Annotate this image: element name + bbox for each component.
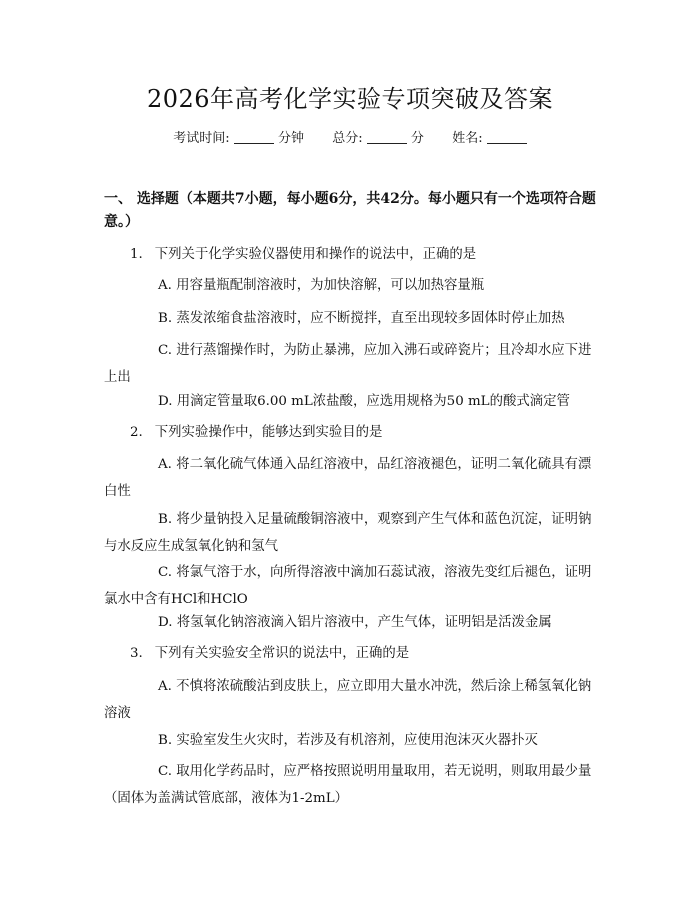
q1-option-a: A. 用容量瓶配制溶液时，为加快溶解，可以加热容量瓶 [158,278,485,293]
q3-option-c: C. 取用化学药品时，应严格按照说明用量取用，若无说明，则取用最少量（固体为盖满试管底部，液体为1-2mL） [104,764,592,806]
score-label: 总分: [332,131,363,146]
question-2 [104,419,592,446]
exam-info-line [0,129,700,149]
question-number: 2. [130,425,143,440]
q2-option-d: D. 将氢氧化钠溶液滴入铝片溶液中，产生气体，证明铝是活泼金属 [158,615,552,630]
section-heading: 一、 选择题（本题共7小题，每小题6分，共42分。每小题只有一个选项符合题意。） [104,191,596,230]
q2-option-c: C. 将氯气溶于水，向所得溶液中滴加石蕊试液，溶液先变红后褪色，证明氯水中含有HCl和HClO [104,565,592,607]
question-number: 1. [130,247,143,262]
question-stem: 下列有关实验安全常识的说法中，正确的是 [154,646,410,661]
q1-option-d: D. 用滴定管量取6.00 mL浓盐酸，应选用规格为50 mL的酸式滴定管 [158,394,570,409]
page-title: 2026年高考化学实验专项突破及答案 [146,85,554,113]
question-stem: 下列实验操作中，能够达到实验目的是 [154,425,383,440]
question-number: 3. [130,646,143,661]
q3-option-b: B. 实验室发生火灾时，若涉及有机溶剂，应使用泡沫灭火器扑灭 [158,733,538,748]
q1-option-c: C. 进行蒸馏操作时，为防止暴沸，应加入沸石或碎瓷片；且冷却水应下进上出 [104,343,592,385]
question-1 [104,241,592,268]
score-blank [367,129,407,144]
name-blank [487,129,527,144]
q3-option-a: A. 不慎将浓硫酸沾到皮肤上，应立即用大量水冲洗，然后涂上稀氢氧化钠溶液 [104,679,592,721]
name-label: 姓名: [452,131,483,146]
time-label: 考试时间: [173,131,230,146]
time-unit: 分钟 [277,131,304,146]
q2-option-b: B. 将少量钠投入足量硫酸铜溶液中，观察到产生气体和蓝色沉淀，证明钠与水反应生成氢氧化钠和氢气 [104,512,592,554]
q1-option-b: B. 蒸发浓缩食盐溶液时，应不断搅拌，直至出现较多固体时停止加热 [158,311,565,326]
question-3 [104,640,592,667]
q2-option-a: A. 将二氧化硫气体通入品红溶液中，品红溶液褪色，证明二氧化硫具有漂白性 [104,457,592,499]
score-unit: 分 [410,131,424,146]
question-stem: 下列关于化学实验仪器使用和操作的说法中，正确的是 [154,247,477,262]
time-blank [234,129,274,144]
